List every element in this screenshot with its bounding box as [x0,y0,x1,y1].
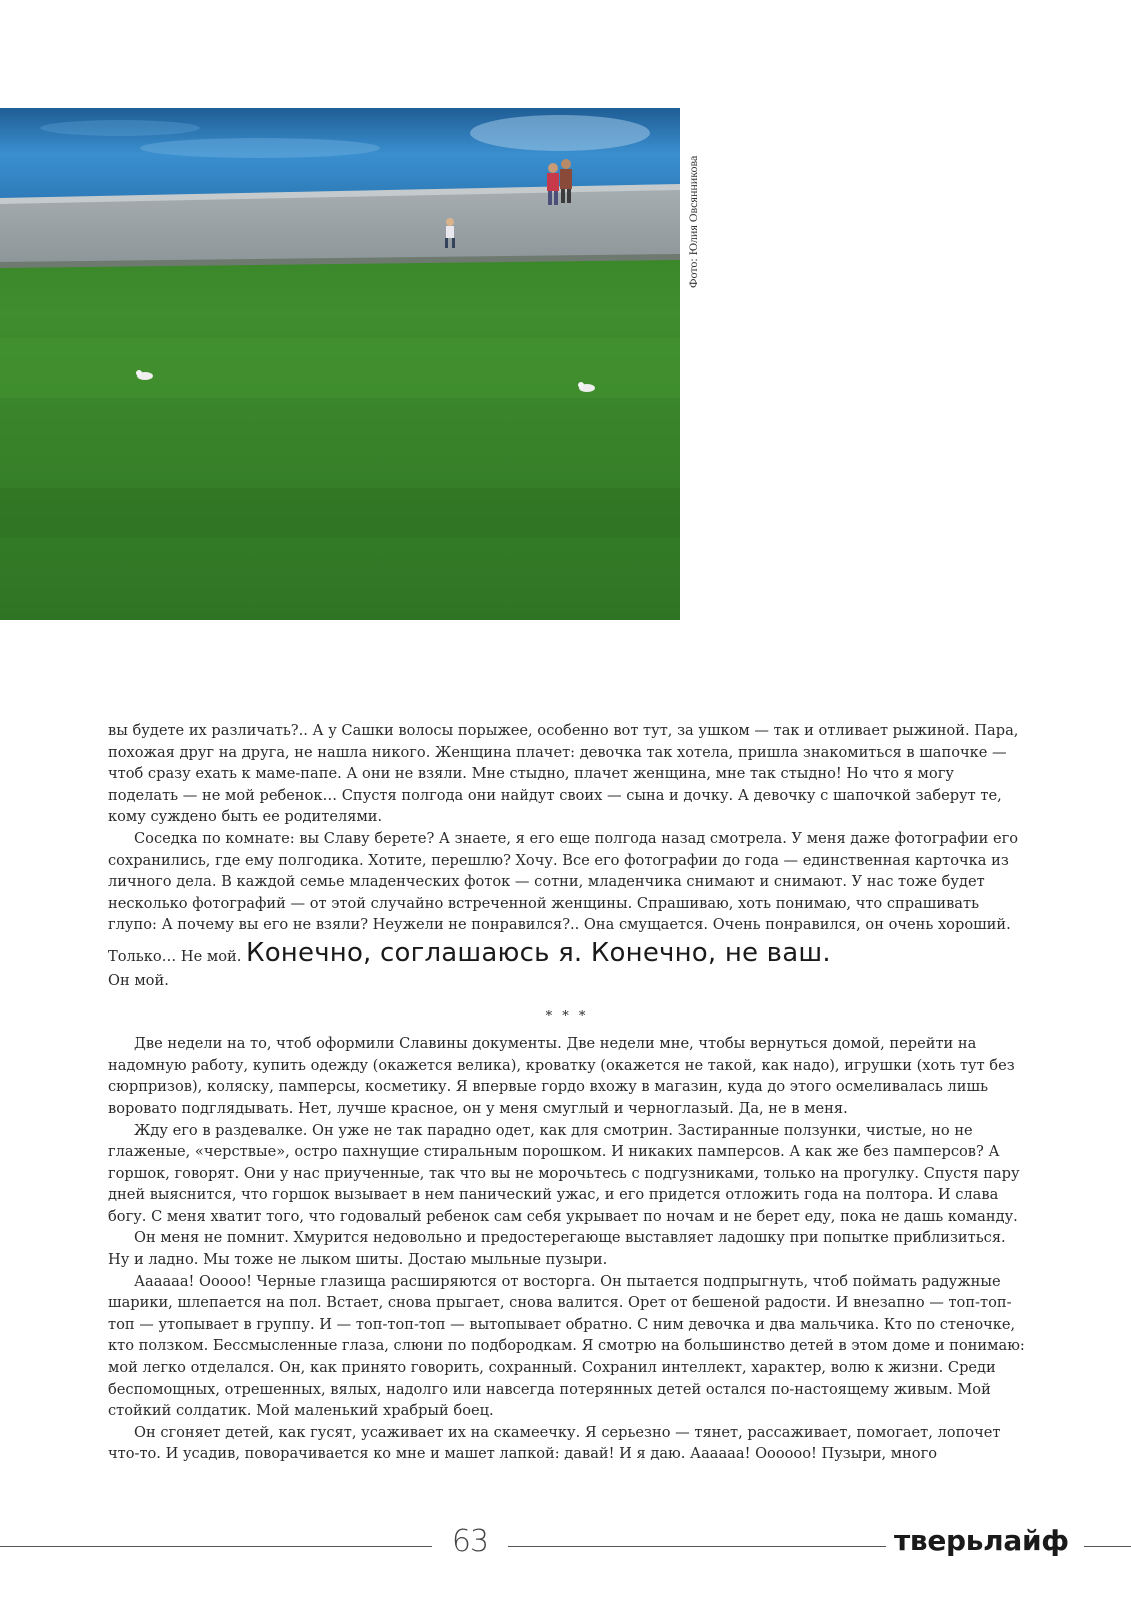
paragraph-1: вы будете их различать?.. А у Сашки волосы порыжее, особенно вот тут, за ушком — так и отливает рыжиной. Пара, похожая друг на друга, не нашла никого. Женщина плачет: девочка так хотела, пришла знакомиться в шапочке — чтоб сразу ехать к маме-папе. А они не взяли. Мне стыдно, плачет женщина, мне так стыдно! Но что я могу поделать — не мой ребенок… Спустя полгода они найдут своих — сына и дочку. А девочку с шапочкой заберут те, кому суждено быть ее родителями. [108,722,1019,826]
pull-quote: Конечно, соглашаюсь я. Конечно, не ваш. [246,937,831,968]
paragraph-3: Две недели на то, чтоб оформили Славины документы. Две недели мне, чтобы вернуться домой, перейти на надомную работу, купить одежду (окажется велика), кроватку (окажется не такой, как надо), игрушки (хоть тут без сюрпризов), коляску, памперсы, косметику. Я впервые гордо вхожу в магазин, куда до этого осмеливалась лишь воровато подглядывать. Нет, лучше красное, он у меня смуглый и черноглазый. Да, не в меня. [108,1035,1015,1117]
magazine-logo: тверьлайф [894,1524,1069,1557]
footer-rule-right [1084,1546,1131,1547]
photo-credit: Фото: Юлия Овсянникова [686,155,700,288]
footer-rule-left [0,1546,432,1547]
footer-rule-middle [508,1546,886,1547]
article-photo [0,108,680,620]
page-number: 63 [451,1524,489,1559]
paragraph-5: Он меня не помнит. Хмурится недовольно и предостерегающе выставляет ладошку при попытке приблизиться. Ну и ладно. Мы тоже не лыком шиты. Достаю мыльные пузыри. [108,1229,1006,1269]
paragraph-2-text: Соседка по комнате: вы Славу берете? А знаете, я его еще полгода назад смотрела. У меня даже фотографии его сохранились, где ему полгодика. Хотите, перешлю? Хочу. Все его фотографии до года — единственная карточка из личного дела. В каждой семье младенческих фоток — сотни, младенчика снимают и снимают. У нас тоже будет несколько фотографий — от этой случайно встреченной женщины. Спрашиваю, хоть понимаю, что спрашивать глупо: А почему вы его не взяли? Неужели не понравился?.. Она смущается. Очень понравился, он очень хороший. Только… Не мой. [108,829,1019,965]
paragraph-7: Он сгоняет детей, как гусят, усаживает их на скамеечку. Я серьезно — тянет, рассаживает, помогает, лопочет что-то. И усадив, поворачивается ко мне и машет лапкой: давай! И я даю. Аааааа! Оооооо! Пузыри, много [108,1423,1001,1463]
paragraph-6: Аааааа! Ооооо! Черные глазища расширяются от восторга. Он пытается подпрыгнуть, чтоб поймать радужные шарики, шлепается на пол. Встает, снова прыгает, снова валится. Орет от бешеной радости. И внезапно — топ-топ-топ — утопывает в группу. И — топ-топ-топ — вытопывает обратно. С ним девочка и два мальчика. Кто по стеночке, кто ползком. Бессмысленные глаза, слюни по подбородкам. Я смотрю на большинство детей в этом доме и понимаю: мой легко отделался. Он, как принято говорить, сохранный. Сохранил интеллект, характер, волю к жизни. Среди беспомощных, отрешенных, вялых, надолго или навсегда потерянных детей остался по-настоящему живым. Мой стойкий солдатик. Мой маленький храбрый боец. [108,1272,1025,1420]
embankment-photo-graphic [0,108,680,620]
article-body [108,720,1026,1465]
paragraph-2 [108,828,1026,992]
section-separator: * * * [545,1008,589,1024]
paragraph-4: Жду его в раздевалке. Он уже не так парадно одет, как для смотрин. Застиранные ползунки, чистые, но не глаженые, «черствые», остро пахнущие стиральным порошком. И никаких памперсов. А как же без памперсов? А горшок, говорят. Они у нас приученные, так что вы не морочьтесь с подгузниками, только на прогулку. Спустя пару дней выяснится, что горшок вызывает в нем панический ужас, и его придется отложить года на полтора. И слава богу. С меня хватит того, что годовалый ребенок сам себя укрывает по ночам и не берет еду, пока не дашь команду. [108,1121,1020,1225]
paragraph-2-end: Он мой. [108,971,169,989]
